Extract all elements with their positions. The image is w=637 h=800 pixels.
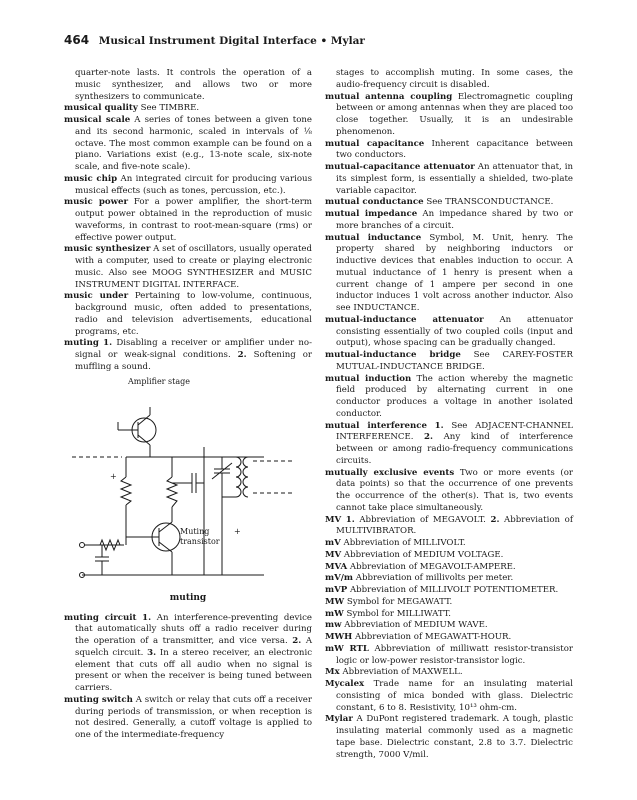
entry-term: MW bbox=[325, 596, 345, 607]
sense-number: 3. bbox=[147, 647, 157, 658]
entry-definition: Inherent capacitance between two conductors. bbox=[336, 138, 574, 161]
entry-definition: The action whereby the magnetic field produced by alternating current in one conductor produces a voltage in another isolated conductor. bbox=[336, 373, 573, 419]
entry-term: mV/m bbox=[325, 573, 353, 584]
entry-definition: A set of oscillators, usually operated with a computer, used to create or playing electronic music. Also see MOOG SYNTHESIZER and MUSIC INSTRUMENT DIGITAL INTERFACE. bbox=[75, 244, 312, 290]
entry-mutual-inductance-attenuator bbox=[325, 315, 573, 350]
entry-musical-quality bbox=[64, 103, 312, 115]
entry-continuation: quarter-note lasts. It controls the operation of a music synthesizer, and allows two or more synthesizers to communicate. bbox=[75, 68, 312, 102]
amplifier-stage-label: Amplifier stage bbox=[128, 376, 190, 386]
entry-term: musical scale bbox=[64, 115, 131, 125]
entry-definition: Symbol, M. Unit, henry. The property shared by neighboring inductors or inductive devices that enables induction to occur. A mutual inductance of 1 henry is present when a current change of 1 ampere per second in one inductor induces 1 volt across another inductor. Also see INDUCTANCE. bbox=[336, 232, 574, 313]
entry-term: mutual antenna coupling bbox=[325, 91, 453, 102]
entry-definition: Abbreviation of MEDIUM VOLTAGE. bbox=[343, 549, 504, 560]
entry-term: mutual inductance bbox=[325, 232, 422, 243]
entry-term: mutual induction bbox=[325, 373, 412, 384]
entry-Mylar bbox=[325, 714, 573, 761]
entry-MVA bbox=[325, 562, 573, 574]
muting-circuit-figure bbox=[64, 377, 312, 613]
entry-mV-per-m bbox=[325, 573, 573, 585]
entry-Mx bbox=[325, 667, 573, 679]
entry-term: mutual-inductance attenuator bbox=[325, 314, 484, 325]
entry-term: mV bbox=[325, 538, 341, 548]
entry-MV-medium bbox=[325, 550, 573, 562]
entry-MW bbox=[325, 597, 573, 609]
entry-term: mutual impedance bbox=[325, 209, 418, 219]
entry-term: mw bbox=[325, 620, 342, 631]
entry-definition: Trade name for an insulating material consisting of mica bonded with glass. Dielectric constant, 6 to 8. Resistivity, 10¹³ ohm-cm. bbox=[336, 679, 573, 713]
sense-definition: Disabling a receiver or amplifier under no-signal or weak-signal conditions. bbox=[75, 338, 313, 360]
right-column bbox=[325, 68, 573, 761]
entry-term: mutual conductance bbox=[325, 197, 424, 208]
entry-term: MV bbox=[325, 549, 342, 560]
sense-number: 2. bbox=[490, 514, 500, 525]
entry-definition: An integrated circuit for producing various musical effects (such as tones, percussion, etc.). bbox=[75, 173, 312, 196]
entry-music-synthesizer bbox=[64, 244, 312, 291]
entry-definition: A series of tones between a given tone and its second harmonic, scaled in intervals of ⅛ octave. The most common example can be found on a piano. Variations exist (e.g., 13-note scale, six-note scale, and five-note scale). bbox=[75, 115, 313, 172]
left-column bbox=[64, 68, 312, 742]
sense-definition: An interference-preventing device that automatically shuts off a radio receiver during the operation of a transmitter, and vice versa. bbox=[75, 612, 312, 646]
entry-definition: See TIMBRE. bbox=[140, 103, 200, 114]
entry-term: mutually exclusive events bbox=[325, 467, 455, 478]
entry-definition: See TRANSCONDUCTANCE. bbox=[426, 197, 554, 208]
plus-sign: + bbox=[234, 526, 241, 536]
entry-definition: Abbreviation of milliwatt resistor-transistor logic or low-power resistor-transistor logic. bbox=[336, 643, 574, 666]
entry-term: Mycalex bbox=[325, 679, 365, 689]
sense-definition: A squelch circuit. bbox=[75, 636, 313, 658]
entry-definition: Abbreviation of MILLIVOLT. bbox=[343, 538, 466, 548]
entry-muting bbox=[64, 338, 312, 373]
entry-mutual-inductance-bridge bbox=[325, 350, 573, 374]
entry-term: muting bbox=[64, 338, 99, 349]
entry-definition: Abbreviation of MEGAWATT-HOUR. bbox=[355, 632, 512, 642]
entry-definition: Symbol for MILLIWATT. bbox=[346, 608, 451, 619]
entry-term: muting circuit bbox=[64, 612, 137, 623]
entry-term: mutual capacitance bbox=[325, 138, 425, 149]
entry-definition: Abbreviation of MEGAVOLT-AMPERE. bbox=[349, 561, 516, 572]
muting-schematic bbox=[64, 377, 312, 591]
entry-term: music under bbox=[64, 291, 129, 302]
entry-definition: Abbreviation of MEDIUM WAVE. bbox=[344, 620, 488, 631]
entry-term: mutual-inductance bridge bbox=[325, 350, 461, 360]
entry-MV bbox=[325, 515, 573, 539]
entry-definition: Electromagnetic coupling between or among antennas when they are placed too close together. Usually, it is an undesirable phenomenon. bbox=[336, 91, 574, 137]
entry-Mycalex bbox=[325, 679, 573, 714]
entry-mutual-inductance bbox=[325, 233, 573, 315]
entry-term: music synthesizer bbox=[64, 244, 151, 255]
entry-term: Mx bbox=[325, 667, 340, 678]
entry-mutual-conductance bbox=[325, 197, 573, 209]
entry-musical-scale bbox=[64, 115, 312, 174]
entry-term: mW bbox=[325, 608, 344, 619]
entry-mV bbox=[325, 538, 573, 550]
entry-definition: Abbreviation of MAXWELL. bbox=[342, 667, 463, 678]
entry-music-power bbox=[64, 197, 312, 244]
entry-mutual-antenna-coupling bbox=[325, 92, 573, 139]
entry-mutually-exclusive-events bbox=[325, 468, 573, 515]
entry-mW bbox=[325, 609, 573, 621]
entry-term: muting switch bbox=[64, 694, 133, 705]
sense-definition: Softening or muffling a sound. bbox=[75, 350, 312, 372]
sense-number: 1. bbox=[103, 338, 113, 349]
entry-music-chip bbox=[64, 174, 312, 198]
running-header bbox=[64, 33, 584, 47]
entry-term: mVP bbox=[325, 585, 348, 595]
sense-number: 2. bbox=[237, 350, 247, 360]
page-number: 464 bbox=[64, 33, 90, 47]
entry-term: MVA bbox=[325, 561, 348, 572]
entry-term: MV bbox=[325, 514, 342, 525]
sense-number: 1. bbox=[345, 514, 355, 525]
entry-continuation: stages to accomplish muting. In some cases, the audio-frequency circuit is disabled. bbox=[336, 68, 573, 90]
running-title: Musical Instrument Digital Interface • Mylar bbox=[98, 35, 365, 47]
sense-number: 2. bbox=[424, 432, 434, 443]
sense-definition: Abbreviation of MEGAVOLT. bbox=[359, 514, 486, 525]
entry-definition: A switch or relay that cuts off a receiver during periods of transmission, or when reception is not desired. Generally, a cutoff voltage is applied to one of the intermediate-frequency bbox=[75, 694, 312, 740]
entry-definition: An impedance shared by two or more branches of a circuit. bbox=[336, 209, 573, 231]
entry-term: music chip bbox=[64, 173, 118, 184]
muting-transistor-label: Muting transistor bbox=[180, 526, 220, 546]
sense-definition: Abbreviation of MULTIVIBRATOR. bbox=[336, 514, 573, 537]
entry-music-under bbox=[64, 291, 312, 338]
entry-definition: An attenuator consisting essentially of two coupled coils (input and output), whose spacing can be gradually changed. bbox=[336, 314, 573, 349]
entry-definition: Symbol for MEGAWATT. bbox=[346, 596, 453, 607]
entry-term: musical quality bbox=[64, 103, 138, 114]
sense-definition: See ADJACENT-CHANNEL INTERFERENCE. bbox=[336, 420, 574, 443]
entry-mutual-capacitance-attenuator bbox=[325, 162, 573, 197]
figure-caption: muting bbox=[169, 592, 207, 603]
entry-term: mutual-capacitance attenuator bbox=[325, 162, 475, 172]
entry-mutual-induction bbox=[325, 374, 573, 421]
sense-number: 1. bbox=[142, 612, 152, 623]
entry-MWH bbox=[325, 632, 573, 644]
sense-number: 1. bbox=[434, 420, 444, 431]
entry-muting-switch bbox=[64, 695, 312, 742]
entry-mutual-interference bbox=[325, 421, 573, 468]
entry-definition: Two or more events (or data points) so that the occurrence of one prevents the occurrence of the other(s). That is, two events cannot take place simultaneously. bbox=[336, 467, 573, 513]
entry-term: MWH bbox=[325, 632, 353, 642]
entry-term: mutual interference bbox=[325, 420, 427, 431]
entry-term: music power bbox=[64, 197, 128, 208]
entry-definition: For a power amplifier, the short-term output power obtained in the reproduction of music waveforms, in contrast to root-mean-square (rms) or effective power output. bbox=[75, 197, 313, 243]
entry-term: mW RTL bbox=[325, 643, 369, 654]
entry-muting-circuit bbox=[64, 613, 312, 695]
sense-number: 2. bbox=[292, 636, 302, 646]
plus-sign: + bbox=[110, 471, 117, 481]
entry-term: Mylar bbox=[325, 714, 353, 725]
entry-definition: Abbreviation of millivolts per meter. bbox=[355, 573, 514, 584]
entry-definition: See CAREY-FOSTER MUTUAL-INDUCTANCE BRIDGE. bbox=[336, 350, 573, 372]
sense-definition: In a stereo receiver, an electronic element that cuts off all audio when no signal is present or when the receiver is being tuned between carriers. bbox=[75, 647, 313, 693]
entry-mutual-capacitance bbox=[325, 139, 573, 163]
entry-mW-RTL bbox=[325, 644, 573, 668]
sense-definition: Any kind of interference between or among radio-frequency communications circuits. bbox=[336, 432, 574, 466]
entry-definition: Abbreviation of MILLIVOLT POTENTIOMETER. bbox=[349, 585, 559, 595]
entry-definition: A DuPont registered trademark. A tough, plastic insulating material commonly used as a magnetic tape base. Dielectric constant, 2.8 to 3.7. Dielectric strength, 7000 V/mil. bbox=[336, 714, 574, 760]
entry-definition: Pertaining to low-volume, continuous, background music, often added to presentations, radio and television advertisements, educational programs, etc. bbox=[75, 291, 312, 337]
entry-mutual-impedance bbox=[325, 209, 573, 233]
entry-mw bbox=[325, 620, 573, 632]
entry-mVP bbox=[325, 585, 573, 597]
entry-definition: An attenuator that, in its simplest form, is essentially a shielded, two-plate variable capacitor. bbox=[336, 162, 574, 196]
